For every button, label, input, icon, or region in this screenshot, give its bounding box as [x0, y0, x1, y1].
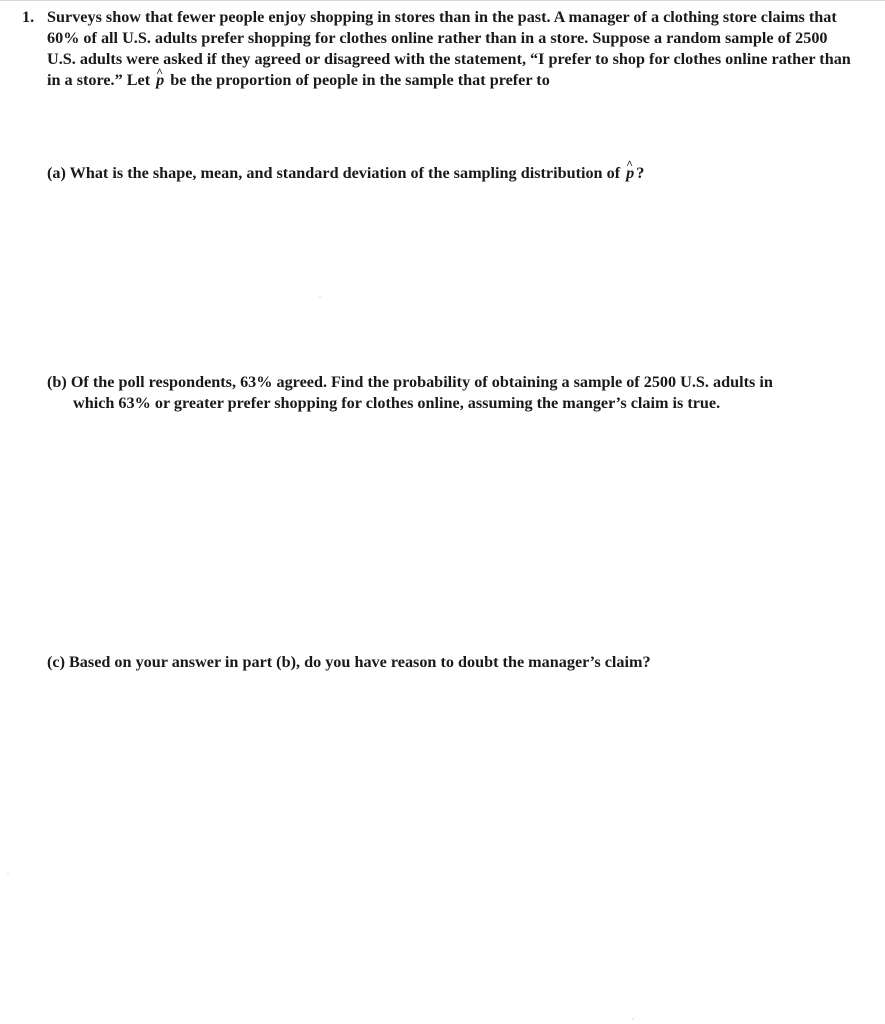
part-a-suffix: ?	[636, 164, 645, 182]
part-a-text: (a) What is the shape, mean, and standard deviation of the sampling distribution of	[47, 164, 621, 182]
question-number: 1.	[22, 8, 35, 26]
part-c-text: (c) Based on your answer in part (b), do you have reason to doubt the manager’s claim?	[47, 653, 651, 671]
scan-speck	[632, 1018, 634, 1020]
question-text	[47, 7, 852, 91]
question-text-main: Surveys show that fewer people enjoy shopping in stores than in the past. A manager of a clothing store claims that 60% of all U.S. adults prefer shopping for clothes online rather than in a store. Suppose a random sample of 2500 U.S. adults were asked if they agreed or disagreed with the statement, “I prefer to shop for clothes online rather than in a store.” Let	[47, 8, 851, 89]
scan-speck	[7, 873, 9, 875]
part-b-line-1: (b) Of the poll respondents, 63% agreed. Find the probability of obtaining a sample of 2500 U.S. adults in	[47, 373, 773, 391]
question-text-end: be the proportion of people in the sample that prefer to	[170, 71, 550, 89]
scan-speck	[319, 296, 321, 298]
question-1	[22, 7, 852, 91]
p-hat-symbol: ^ p	[624, 163, 636, 184]
part-b-line-2: which 63% or greater prefer shopping for clothes online, assuming the manger’s claim is true.	[73, 394, 721, 412]
part-b	[47, 372, 847, 414]
part-c	[47, 652, 847, 673]
p-hat-symbol: ^ p	[154, 71, 166, 89]
part-a	[47, 163, 847, 184]
